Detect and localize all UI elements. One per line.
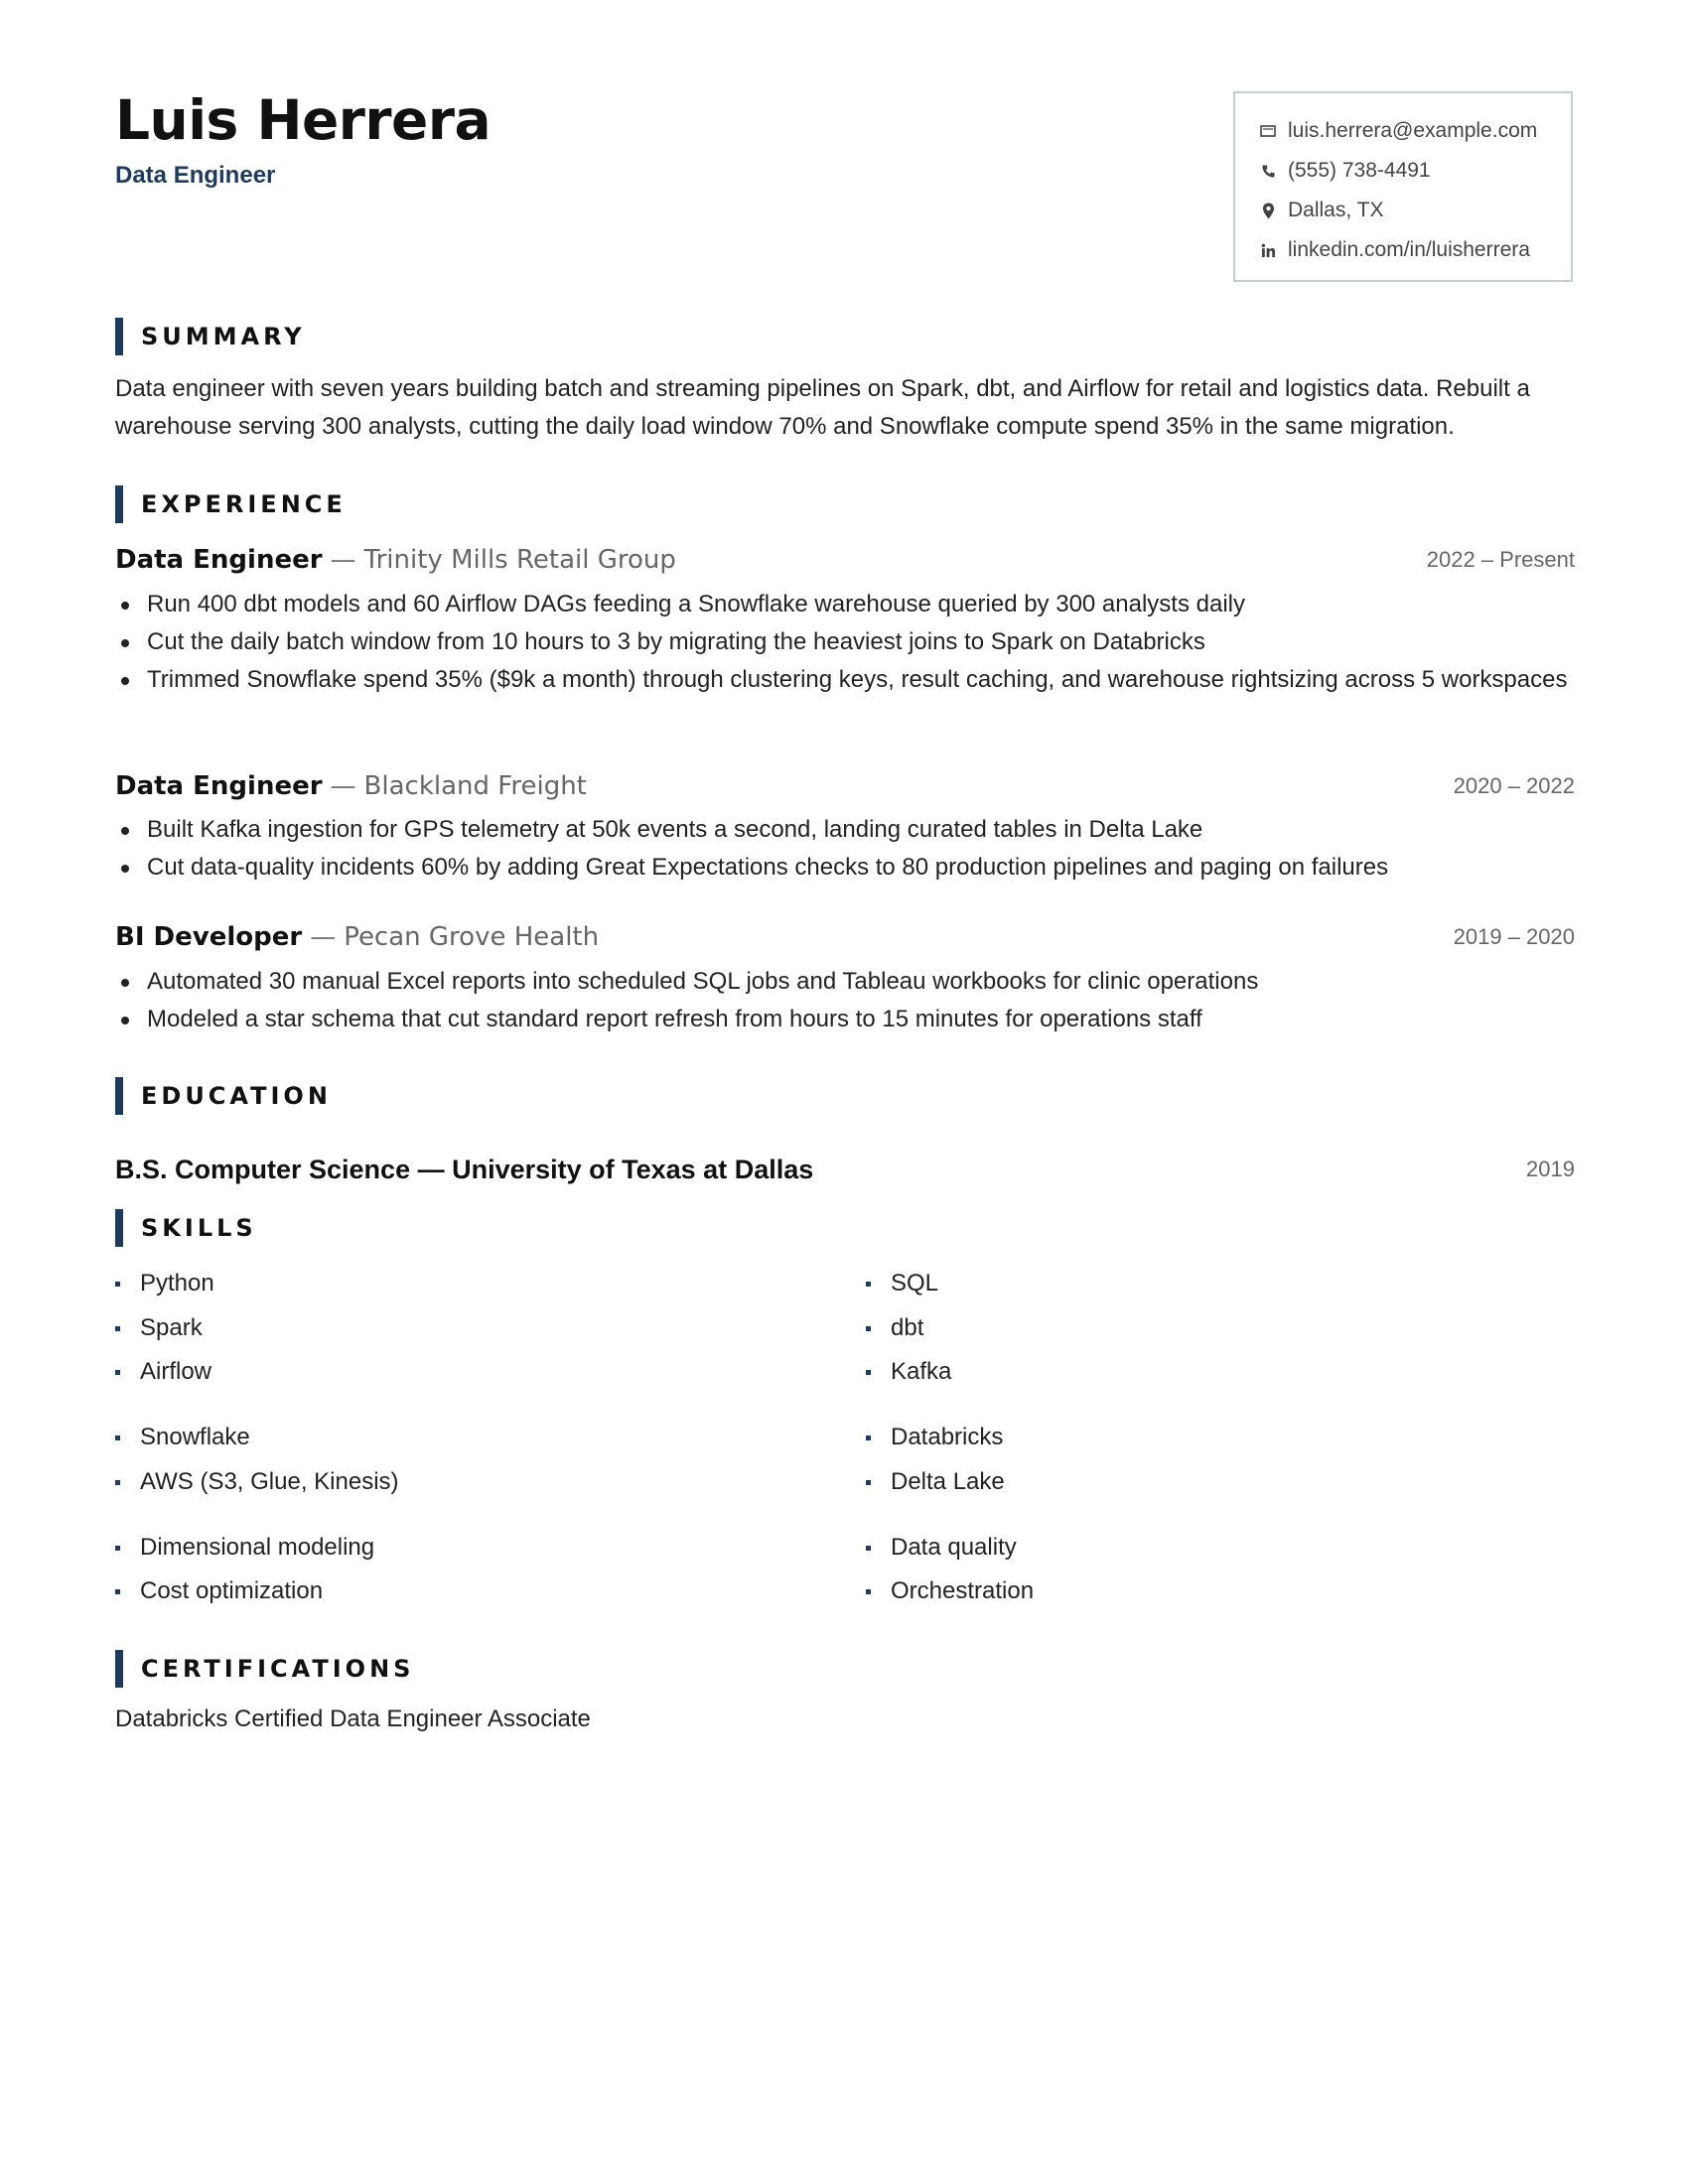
mail-icon [1259,122,1277,140]
job-bullets [115,963,1575,1038]
job-bullet: Modeled a star schema that cut standard report refresh from hours to 15 minutes for operations staff [115,1001,1575,1038]
skill-label: Dimensional modeling [140,1534,375,1561]
skill-bullet [866,1480,871,1485]
job-separator: — [330,545,356,575]
contact-box [1233,91,1573,282]
job-separator: — [330,771,356,801]
skill-bullet [866,1435,871,1440]
skill-label: Data quality [891,1534,1017,1561]
skill-label: Airflow [140,1358,212,1385]
job-title: BI Developer [115,922,303,952]
skill-label: Orchestration [891,1577,1035,1604]
skill-item [866,1310,923,1346]
skill-label: Databricks [891,1424,1004,1450]
job-bullets [115,586,1575,699]
section-title: CERTIFICATIONS [141,1655,415,1683]
skill-item [115,1310,203,1346]
section-experience-heading [115,485,347,523]
skill-bullet [115,1282,120,1287]
education-degree: B.S. Computer Science — University of Texas at Dallas [115,1154,814,1184]
skill-bullet [866,1326,871,1331]
skill-label: SQL [891,1270,939,1297]
skill-item [115,1420,250,1455]
skill-label: dbt [891,1314,924,1341]
phone-icon [1259,162,1277,180]
summary-text: Data engineer with seven years building batch and streaming pipelines on Spark, dbt, and Airflow for retail and logistics data. Rebuilt a warehouse serving 300 analysts, cutting the daily load window 70% and Snowflake compute spend 35% in the same migration. [115,375,1530,440]
skill-bullet [115,1326,120,1331]
education-year: 2019 [1526,1157,1575,1181]
education-entry [115,1150,1575,1189]
job-header [115,917,1575,957]
section-certifications-heading [115,1650,414,1688]
skill-item [866,1530,1017,1566]
phone-text: (555) 738-4491 [1288,159,1431,182]
skill-bullet [115,1589,120,1594]
section-title: SUMMARY [141,323,306,350]
certification-item: Databricks Certified Data Engineer Associate [115,1706,591,1732]
skill-bullet [115,1370,120,1375]
linkedin-icon [1259,241,1277,259]
section-accent-bar [115,1077,123,1115]
section-summary-heading [115,318,306,355]
skill-bullet [115,1435,120,1440]
skill-label: Spark [140,1314,203,1341]
skill-item [115,1573,323,1609]
skill-label: Cost optimization [140,1577,324,1604]
skill-bullet [866,1282,871,1287]
skill-label: AWS (S3, Glue, Kinesis) [140,1468,399,1495]
section-education-heading [115,1077,332,1115]
job-bullet: Cut the daily batch window from 10 hours to 3 by migrating the heaviest joins to Spark on Databricks [115,623,1575,661]
section-title: SKILLS [141,1214,257,1242]
section-accent-bar [115,1650,123,1688]
candidate-name: Luis Herrera [115,88,492,152]
location-pin-icon [1259,202,1277,219]
skill-bullet [115,1546,120,1551]
skill-item [115,1354,211,1390]
skill-item [866,1266,938,1301]
job-header [115,766,1575,806]
linkedin-text[interactable]: linkedin.com/in/luisherrera [1288,238,1530,261]
section-accent-bar [115,1209,123,1247]
skill-label: Kafka [891,1358,952,1385]
location-text: Dallas, TX [1288,199,1384,221]
job-bullet: Cut data-quality incidents 60% by adding Great Expectations checks to 80 production pipelines and paging on failures [115,849,1575,887]
skill-item [115,1464,399,1500]
skill-bullet [115,1480,120,1485]
job-bullets [115,811,1575,887]
section-title: EDUCATION [141,1082,332,1110]
skill-item [866,1573,1034,1609]
job-title: Data Engineer [115,545,323,575]
job-title: Data Engineer [115,771,323,801]
contact-email [1259,111,1571,151]
skill-item [866,1354,951,1390]
job-bullet: Automated 30 manual Excel reports into scheduled SQL jobs and Tableau workbooks for clinic operations [115,963,1575,1001]
job-dates: 2019 – 2020 [1453,924,1575,949]
skill-label: Delta Lake [891,1468,1005,1495]
contact-location [1259,191,1571,230]
job-company: Pecan Grove Health [344,922,600,952]
job-header [115,540,1575,580]
job-separator: — [310,922,337,952]
skill-bullet [866,1370,871,1375]
section-accent-bar [115,318,123,355]
skill-item [866,1420,1003,1455]
job-company: Blackland Freight [363,771,587,801]
job-dates: 2022 – Present [1426,547,1575,572]
job-bullet: Trimmed Snowflake spend 35% ($9k a month) through clustering keys, result caching, and warehouse rightsizing across 5 workspaces [115,661,1575,699]
skill-item [115,1266,214,1301]
contact-phone [1259,151,1571,191]
section-accent-bar [115,485,123,523]
skill-item [115,1530,374,1566]
skill-label: Python [140,1270,214,1297]
job-bullet: Run 400 dbt models and 60 Airflow DAGs feeding a Snowflake warehouse queried by 300 analysts daily [115,586,1575,623]
email-text[interactable]: luis.herrera@example.com [1288,119,1538,142]
job-bullet: Built Kafka ingestion for GPS telemetry at 50k events a second, landing curated tables in Delta Lake [115,811,1575,849]
section-title: EXPERIENCE [141,490,347,518]
contact-linkedin [1259,230,1571,270]
job-company: Trinity Mills Retail Group [363,545,676,575]
skill-item [866,1464,1005,1500]
skill-bullet [866,1546,871,1551]
resume-page [115,0,1575,2184]
skill-bullet [866,1589,871,1594]
section-skills-heading [115,1209,257,1247]
skill-label: Snowflake [140,1424,250,1450]
candidate-role: Data Engineer [115,162,276,189]
job-dates: 2020 – 2022 [1453,773,1575,798]
